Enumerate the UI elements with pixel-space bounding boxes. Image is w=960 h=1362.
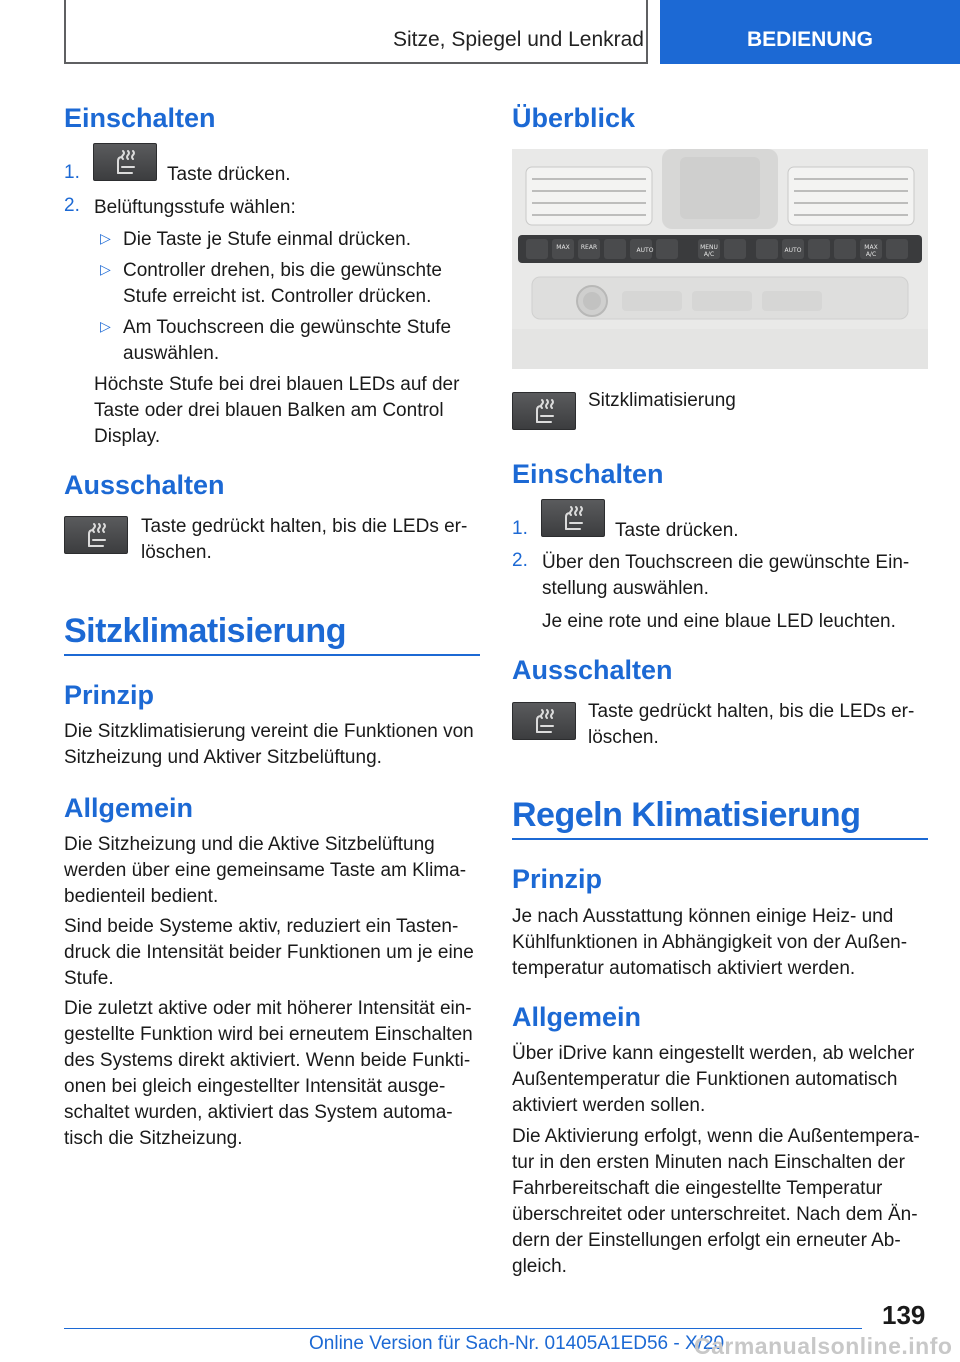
paragraph-line: druck die Intensität beider Funktionen um je eine — [64, 942, 474, 963]
panel-label-menu: MENU — [700, 244, 718, 251]
header-section-title: Sitze, Spiegel und Lenkrad — [392, 28, 644, 51]
panel-label-ac-right: A/C — [865, 251, 877, 258]
panel-label-ac: A/C — [703, 251, 715, 258]
header-chapter-label: BEDIENUNG — [746, 28, 874, 51]
heading-allgemein-left: Allgemein — [64, 793, 194, 823]
icon-caption: Sitzklimatisierung — [588, 390, 736, 411]
climate-panel-photo — [512, 149, 928, 369]
paragraph-line: Die zuletzt aktive oder mit höherer Intensität ein- — [64, 998, 472, 1019]
paragraph-line: aktiviert werden sollen. — [512, 1095, 706, 1116]
heading-regeln-klimatisierung: Regeln Klimatisierung — [512, 796, 861, 834]
paragraph-line: des Systems direkt aktiviert. Wenn beide Funkti- — [64, 1050, 471, 1071]
footer-rule — [64, 1328, 862, 1329]
note-line: Je eine rote und eine blaue LED leuchten. — [542, 611, 896, 632]
note-line: Taste oder drei blauen Balken am Control — [94, 400, 444, 421]
panel-label-rear: REAR — [580, 244, 598, 251]
paragraph-line: werden über eine gemeinsame Taste am Klima- — [64, 860, 467, 881]
bullet-text: auswählen. — [123, 343, 220, 364]
step-text: Belüftungsstufe wählen: — [94, 197, 296, 218]
paragraph-line: Außentemperatur die Funktionen automatisch — [512, 1069, 898, 1090]
step-number: 2. — [64, 195, 80, 216]
seat-climate-button-icon — [512, 702, 576, 740]
paragraph-line: Über iDrive kann eingestellt werden, ab welcher — [512, 1043, 915, 1064]
step-text: stellung auswählen. — [542, 578, 709, 599]
paragraph-line: tur in den ersten Minuten nach Einschalten der — [512, 1152, 905, 1173]
bullet-text: Stufe erreicht ist. Controller drücken. — [123, 286, 432, 307]
bullet-triangle-icon: ▷ — [100, 318, 111, 334]
seat-climate-button-icon — [64, 516, 128, 554]
header-section-box — [64, 0, 648, 64]
watermark: Carmanualsonline.info — [694, 1333, 953, 1359]
ausschalten-text: Taste gedrückt halten, bis die LEDs er- — [141, 516, 468, 537]
paragraph-line: überschreitet oder unterschreitet. Nach dem Än- — [512, 1204, 918, 1225]
footer-online-version[interactable]: Online Version für Sach-Nr. 01405A1ED56 - X/20 — [309, 1333, 725, 1354]
note-line: Display. — [94, 426, 161, 447]
header-chapter-tab[interactable] — [660, 0, 960, 64]
panel-label-auto: AUTO — [636, 247, 654, 254]
paragraph-line: gestellte Funktion wird bei erneutem Einschalten — [64, 1024, 473, 1045]
paragraph-line: bedienteil bedient. — [64, 886, 219, 907]
panel-label-auto-right: AUTO — [784, 247, 802, 254]
page-number: 139 — [882, 1300, 926, 1330]
paragraph-line: onen bei gleich eingestellter Intensität ausge- — [64, 1076, 446, 1097]
bullet-text: Am Touchscreen die gewünschte Stufe — [123, 317, 452, 338]
heading-einschalten-left: Einschalten — [64, 103, 216, 133]
ausschalten-text: Taste gedrückt halten, bis die LEDs er- — [588, 701, 915, 722]
paragraph-line: Fahrbereitschaft die eingestellte Temperatur — [512, 1178, 883, 1199]
paragraph-line: Sitzheizung und Aktiver Sitzbelüftung. — [64, 747, 382, 768]
bullet-triangle-icon: ▷ — [100, 230, 111, 246]
paragraph-line: temperatur automatisch aktiviert werden. — [512, 958, 856, 979]
bullet-triangle-icon: ▷ — [100, 261, 111, 277]
step-number: 2. — [512, 550, 528, 571]
bullet-text: Die Taste je Stufe einmal drücken. — [123, 229, 411, 250]
seat-climate-button-icon — [93, 143, 157, 181]
paragraph-line: Kühlfunktionen in Abhängigkeit von der Außen- — [512, 932, 908, 953]
heading-prinzip-right: Prinzip — [512, 864, 603, 894]
paragraph-line: Die Sitzklimatisierung vereint die Funktionen von — [64, 721, 474, 742]
panel-label-max: MAX — [556, 244, 570, 251]
step-text: Über den Touchscreen die gewünschte Ein- — [542, 552, 910, 573]
paragraph-line: schaltet wurden, aktiviert das System automa- — [64, 1102, 453, 1123]
ausschalten-text: löschen. — [141, 542, 212, 563]
paragraph-line: dern der Einstellungen erfolgt ein erneuter Ab- — [512, 1230, 901, 1251]
ausschalten-text: löschen. — [588, 727, 659, 748]
paragraph-line: Je nach Ausstattung können einige Heiz- und — [512, 906, 894, 927]
heading-ausschalten-right: Ausschalten — [512, 655, 673, 685]
step-number: 1. — [64, 162, 80, 183]
heading-allgemein-right: Allgemein — [512, 1002, 642, 1032]
paragraph-line: Stufe. — [64, 968, 114, 989]
step-text: Taste drücken. — [615, 520, 739, 541]
paragraph-line: Die Sitzheizung und die Aktive Sitzbelüftung — [64, 834, 435, 855]
heading-prinzip-left: Prinzip — [64, 680, 155, 710]
seat-climate-button-icon — [512, 392, 576, 430]
heading-ausschalten-left: Ausschalten — [64, 470, 225, 500]
panel-label-max-right: MAX — [864, 244, 878, 251]
note-line: Höchste Stufe bei drei blauen LEDs auf der — [94, 374, 460, 395]
bullet-text: Controller drehen, bis die gewünschte — [123, 260, 442, 281]
seat-climate-button-icon — [541, 499, 605, 537]
paragraph-line: Sind beide Systeme aktiv, reduziert ein Tasten- — [64, 916, 459, 937]
paragraph-line: Die Aktivierung erfolgt, wenn die Außentempera- — [512, 1126, 920, 1147]
step-text: Taste drücken. — [167, 164, 291, 185]
section-rule — [64, 654, 480, 656]
heading-einschalten-right: Einschalten — [512, 459, 664, 489]
step-number: 1. — [512, 518, 528, 539]
heading-ueberblick: Überblick — [512, 103, 636, 133]
section-rule — [512, 838, 928, 840]
paragraph-line: tisch die Sitzheizung. — [64, 1128, 243, 1149]
heading-sitzklimatisierung: Sitzklimatisierung — [64, 612, 346, 650]
paragraph-line: gleich. — [512, 1256, 567, 1277]
